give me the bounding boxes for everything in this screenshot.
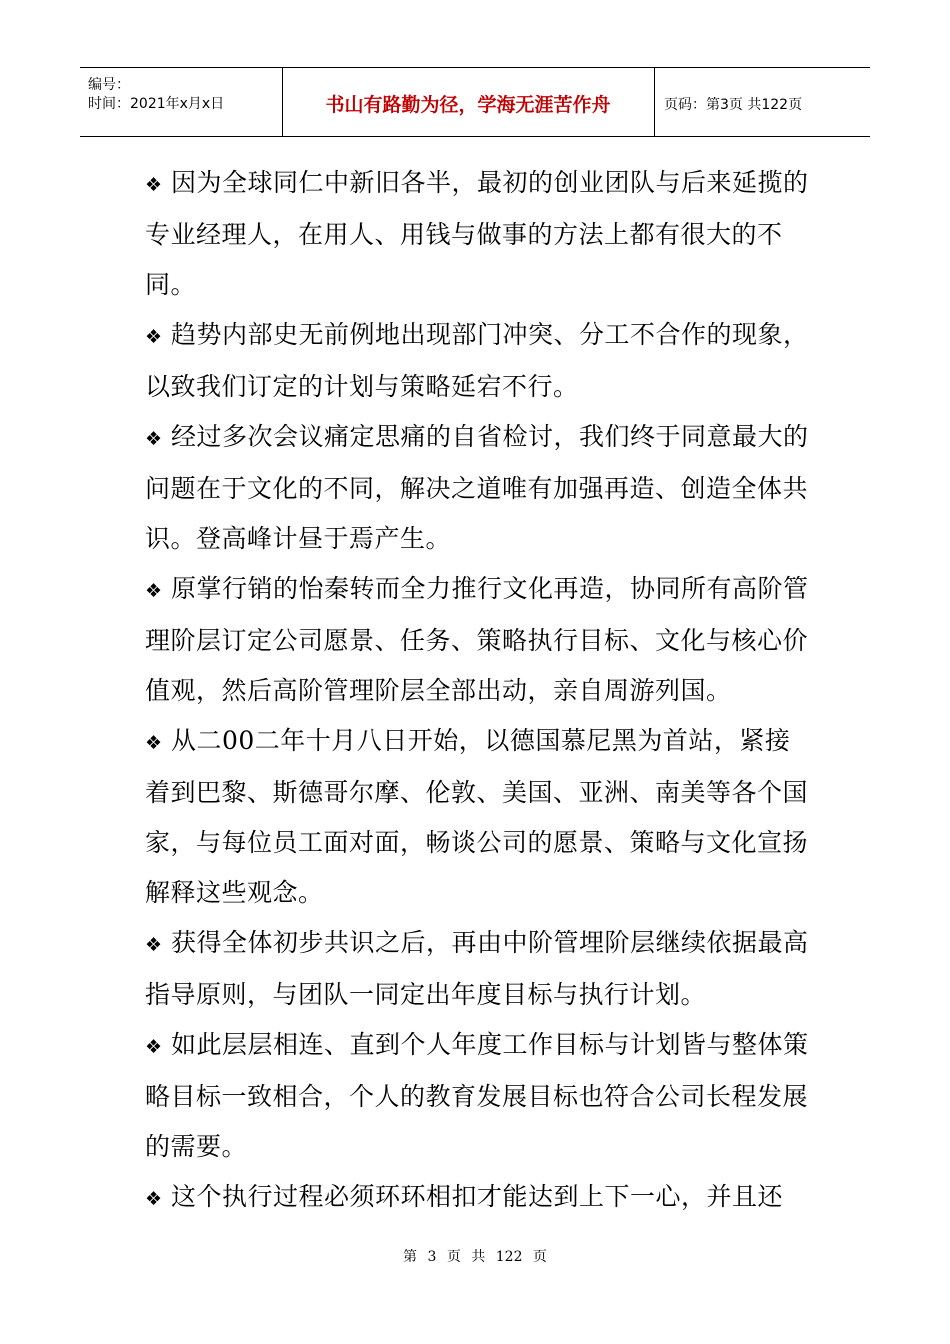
page-footer: 第 3 页 共 122 页 <box>403 1249 547 1265</box>
paragraph <box>145 158 815 310</box>
paragraph <box>145 310 815 412</box>
diamond-bullet-icon: ❖ <box>145 428 163 450</box>
paragraph <box>145 1172 815 1224</box>
document-body <box>145 158 815 1224</box>
diamond-bullet-icon: ❖ <box>145 732 163 754</box>
header-page-cell <box>655 68 870 136</box>
diamond-bullet-icon: ❖ <box>145 580 163 602</box>
page-header <box>80 67 870 137</box>
paragraph-text: 如此层层相连、直到个人年度工作目标与计划皆与整体策略目标一致相合，个人的教育发展目标也符合公司长程发展的需要。 <box>145 1030 809 1161</box>
paragraph-text: 原掌行销的怡秦转而全力推行文化再造，协同所有高阶管理阶层订定公司愿景、任务、策略执行目标、文化与核心价值观，然后高阶管理阶层全部出动，亲自周游列国。 <box>145 574 809 705</box>
header-motto-cell <box>282 68 655 136</box>
paragraph <box>145 564 815 716</box>
paragraph-text: 趋势内部史无前例地出现部门冲突、分工不合作的现象，以致我们订定的计划与策略延宕不行。 <box>145 320 809 401</box>
paragraph <box>145 412 815 564</box>
paragraph-text: 从二00二年十月八日开始，以德国慕尼黑为首站，紧接着到巴黎、斯德哥尔摩、伦敦、美国、亚洲、南美等各个国家，与每位员工面对面，畅谈公司的愿景、策略与文化宣扬解释这些观念。 <box>145 726 809 907</box>
paragraph <box>145 716 815 918</box>
diamond-bullet-icon: ❖ <box>145 1188 163 1210</box>
paragraph <box>145 918 815 1020</box>
diamond-bullet-icon: ❖ <box>145 326 163 348</box>
paragraph-text: 这个执行过程必须环环相扣才能达到上下一心，并且还 <box>171 1182 784 1211</box>
diamond-bullet-icon: ❖ <box>145 174 163 196</box>
paragraph-text: 因为全球同仁中新旧各半，最初的创业团队与后来延揽的专业经理人，在用人、用钱与做事的方法上都有很大的不同。 <box>145 168 809 299</box>
header-motto: 书山有路勤为径，学海无涯苦作舟 <box>325 94 611 116</box>
diamond-bullet-icon: ❖ <box>145 1036 163 1058</box>
doc-date-label: 时间：2021年x月x日 <box>88 96 225 112</box>
paragraph-text: 获得全体初步共识之后，再由中阶管埋阶层继续依据最高指导原则，与团队一同定出年度目标与执行计划。 <box>145 928 809 1009</box>
diamond-bullet-icon: ❖ <box>145 934 163 956</box>
doc-number-label: 编号： <box>88 77 130 93</box>
header-page-code: 页码：第3页 共122页 <box>664 97 803 113</box>
header-meta-cell <box>80 68 283 136</box>
paragraph <box>145 1020 815 1172</box>
paragraph-text: 经过多次会议痛定思痛的自省检讨，我们终于同意最大的问题在于文化的不同，解决之道唯有加强再造、创造全体共识。登高峰计昼于焉产生。 <box>145 422 809 553</box>
